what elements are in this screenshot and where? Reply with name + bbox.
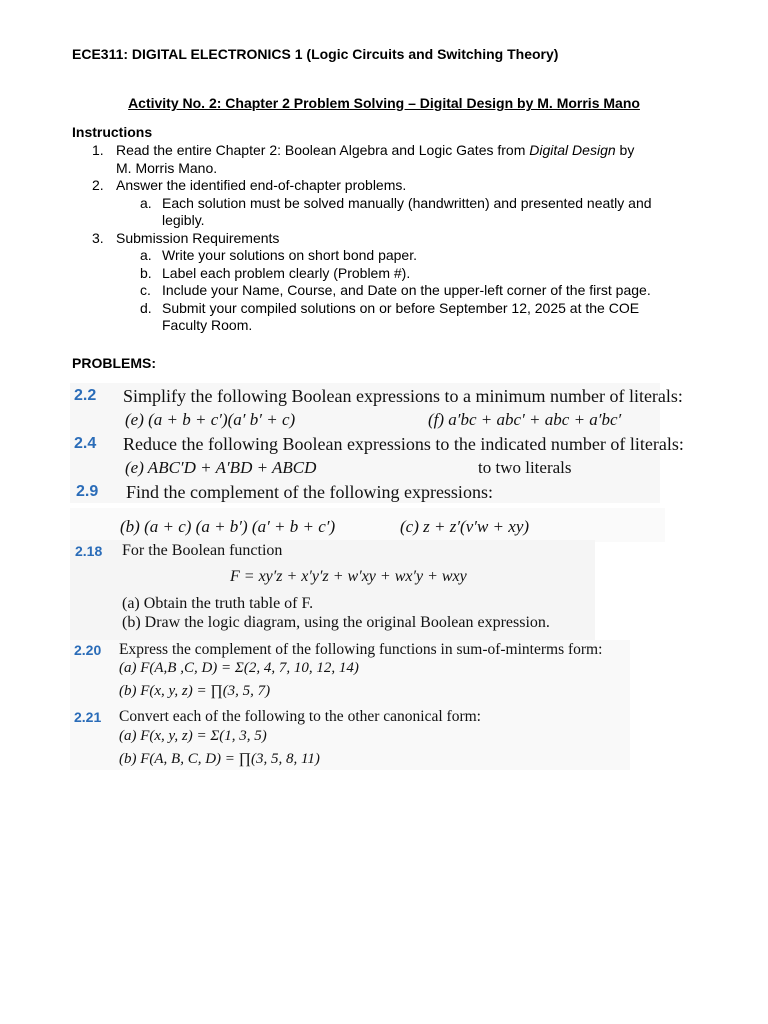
- problem-part: (b) (a + c) (a + b′) (a′ + b + c′): [120, 517, 336, 536]
- activity-title: Activity No. 2: Chapter 2 Problem Solving – Digital Design by M. Morris Mano: [128, 95, 640, 111]
- boolean-function: F = xy′z + x′y′z + w′xy + wx′y + wxy: [230, 568, 467, 585]
- problem-number: 2.4: [74, 435, 97, 452]
- instruction-text: Answer the identified end-of-chapter problems.: [116, 177, 407, 193]
- instruction-text: Read the entire Chapter 2: Boolean Algebra and Logic Gates from Digital Design by: [116, 142, 635, 158]
- problem-scan-image: [70, 508, 665, 542]
- instruction-text: Submission Requirements: [116, 229, 280, 246]
- instructions-list: [72, 142, 712, 335]
- problem-part: (a) F(x, y, z) = Σ(1, 3, 5): [119, 728, 267, 744]
- problem-part: (b) F(A, B, C, D) = ∏(3, 5, 8, 11): [119, 751, 320, 767]
- subitem-letter: d.: [140, 299, 152, 316]
- subitem-letter: c.: [140, 282, 151, 298]
- instruction-text-line2: M. Morris Mano.: [116, 159, 218, 176]
- instruction-item: [72, 230, 712, 248]
- problem-part: (e) ABC′D + A′BD + ABCD: [125, 458, 317, 477]
- problem-number: 2.20: [74, 642, 102, 658]
- instruction-subitem: [72, 247, 712, 265]
- problem-text: Express the complement of the following functions in sum-of-minterms form:: [119, 641, 603, 658]
- problem-part: (c) z + z′(v′w + xy): [400, 517, 530, 536]
- problem-number: 2.2: [74, 387, 97, 404]
- instruction-item: [72, 177, 712, 195]
- instruction-subitem: [72, 300, 712, 335]
- problem-part: (e) (a + b + c′)(a′ b′ + c): [125, 410, 296, 429]
- course-title: ECE311: DIGITAL ELECTRONICS 1 (Logic Circuits and Switching Theory): [72, 46, 559, 62]
- problem-text: For the Boolean function: [122, 542, 283, 559]
- item-number: 2.: [92, 177, 104, 193]
- problem-scan-image: [70, 383, 684, 503]
- instruction-subitem: [72, 282, 712, 300]
- subitem-letter: a.: [140, 194, 152, 211]
- problem-text: Find the complement of the following expressions:: [126, 482, 493, 502]
- problem-part: (a) F(A,B ,C, D) = Σ(2, 4, 7, 10, 12, 14): [119, 660, 359, 676]
- problem-text: Reduce the following Boolean expressions to the indicated number of literals:: [123, 434, 684, 454]
- problem-text: Convert each of the following to the other canonical form:: [119, 708, 481, 725]
- problem-part: (b) F(x, y, z) = ∏(3, 5, 7): [119, 683, 271, 699]
- problem-note: to two literals: [478, 458, 572, 477]
- item-number: 3.: [92, 229, 104, 246]
- subitem-text: Include your Name, Course, and Date on the upper-left corner of the first page.: [162, 282, 651, 298]
- problem-part: (a) Obtain the truth table of F.: [122, 595, 314, 612]
- subitem-text-line2: legibly.: [162, 212, 205, 228]
- subitem-text: Write your solutions on short bond paper.: [162, 247, 418, 263]
- problems-heading: PROBLEMS:: [72, 355, 156, 371]
- subitem-letter: a.: [140, 247, 152, 263]
- subitem-text: Each solution must be solved manually (handwritten) and presented neatly and: [162, 194, 652, 211]
- problem-scan-image: [70, 640, 630, 770]
- problem-scan-image: [70, 540, 595, 640]
- instruction-subitem: [72, 195, 712, 230]
- subitem-text: Label each problem clearly (Problem #).: [162, 264, 411, 281]
- instruction-item: [72, 142, 712, 177]
- instruction-subitem: [72, 265, 712, 283]
- problem-number: 2.18: [75, 543, 103, 559]
- problem-number: 2.9: [76, 483, 99, 500]
- problem-part: (b) Draw the logic diagram, using the original Boolean expression.: [122, 614, 550, 631]
- subitem-text-line2: Faculty Room.: [162, 317, 253, 333]
- problem-part: (f) a′bc + abc′ + abc + a′bc′: [428, 410, 622, 429]
- problem-number: 2.21: [74, 709, 102, 725]
- instructions-heading: Instructions: [72, 124, 153, 140]
- subitem-letter: b.: [140, 264, 152, 281]
- item-number: 1.: [92, 142, 104, 158]
- subitem-text: Submit your compiled solutions on or before September 12, 2025 at the COE: [162, 299, 640, 316]
- problem-text: Simplify the following Boolean expressions to a minimum number of literals:: [123, 386, 683, 406]
